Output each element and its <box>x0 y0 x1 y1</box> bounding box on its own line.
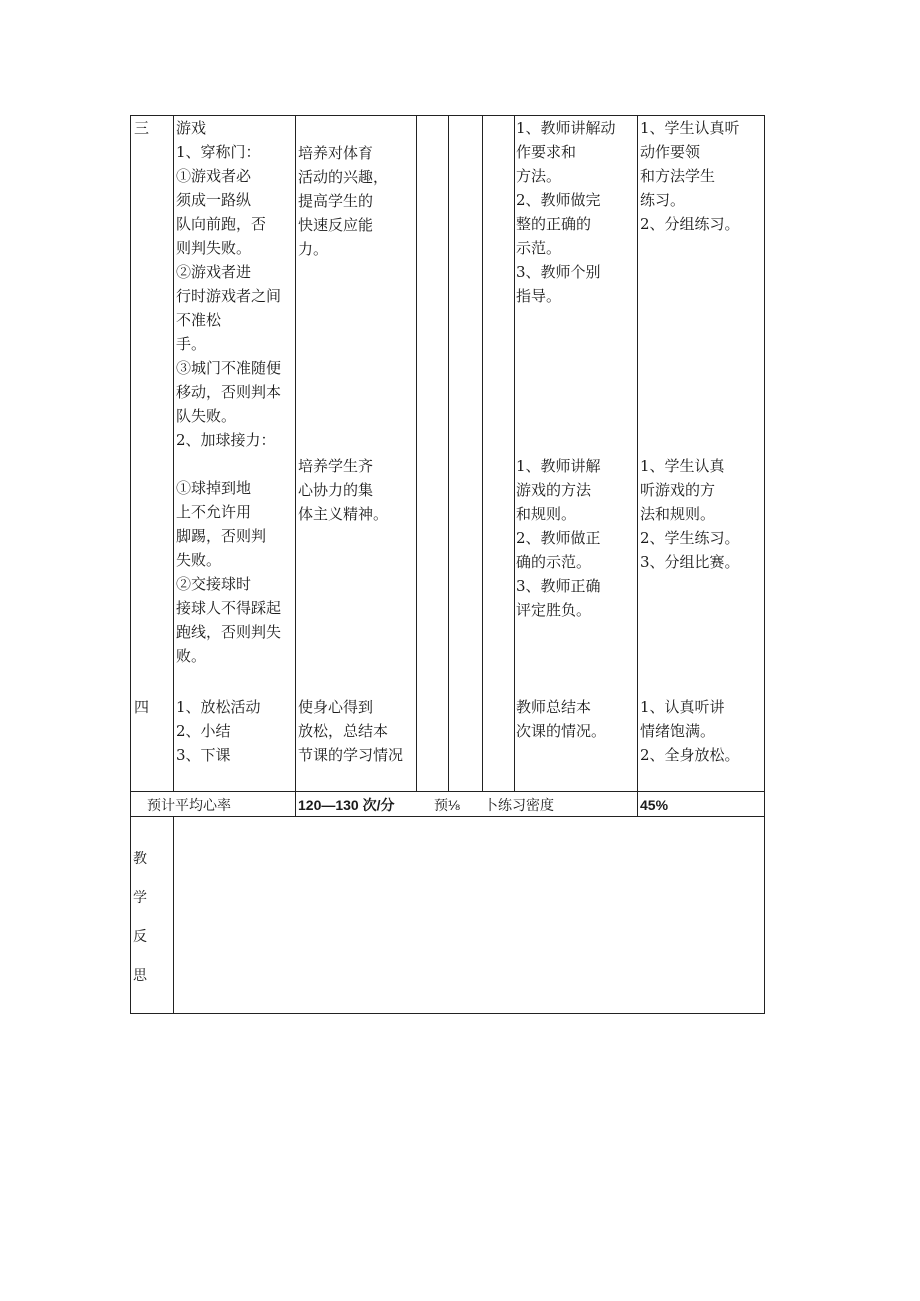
goal-line: 体主义精神。 <box>298 505 389 523</box>
goal-line: 提高学生的 <box>298 192 374 210</box>
col-divider-time <box>448 115 449 791</box>
table-border-right <box>764 115 765 1014</box>
student-line: 1、认真听讲 <box>640 698 725 716</box>
content-line: 1、穿称门： <box>176 143 261 161</box>
student-line: 动作要领 <box>640 143 701 161</box>
reflection-char: 反 <box>133 928 147 944</box>
col-divider-count <box>416 115 417 791</box>
student-line: 法和规则。 <box>640 505 716 523</box>
col-divider-reflection <box>173 816 174 1013</box>
reflection-char: 学 <box>133 889 147 905</box>
content-line: 2、小结 <box>176 722 231 740</box>
teacher-line: 作要求和 <box>516 143 577 161</box>
content-line: 不准松 <box>176 311 222 329</box>
content-line: 移动，否则判本 <box>176 383 282 401</box>
teacher-line: 整的正确的 <box>516 215 592 233</box>
teacher-line: 确的示范。 <box>516 553 592 571</box>
content-line: 队失败。 <box>176 407 237 425</box>
col-divider-content <box>173 115 174 791</box>
section-4-number: 四 <box>134 698 150 716</box>
content-line: 上不允许用 <box>176 503 252 521</box>
content-line: ③城门不准随便 <box>176 359 282 377</box>
section-4-student <box>640 695 740 767</box>
section-3-student-2 <box>640 454 740 574</box>
section-3-content-relay <box>176 476 281 668</box>
content-line: ②交接球时 <box>176 575 252 593</box>
teacher-line: 指导。 <box>516 287 562 305</box>
content-line: 1、放松活动 <box>176 698 261 716</box>
content-line: 败。 <box>176 647 207 665</box>
teacher-line: 和规则。 <box>516 505 577 523</box>
goal-line: 培养学生齐 <box>298 457 374 475</box>
goal-line: 使身心得到 <box>298 698 374 716</box>
content-line: 游戏 <box>176 119 207 137</box>
content-line: 脚踢，否则判 <box>176 527 267 545</box>
student-line: 1、学生认真 <box>640 457 725 475</box>
content-line: ①球掉到地 <box>176 479 252 497</box>
content-line: 须成一路纵 <box>176 191 252 209</box>
content-line: 跑线，否则判失 <box>176 623 282 641</box>
section-3-teacher-1 <box>516 116 616 308</box>
summary-row-top <box>130 791 765 792</box>
teacher-line: 示范。 <box>516 239 562 257</box>
table-border-left <box>130 115 131 1014</box>
student-line: 1、学生认真听 <box>640 119 740 137</box>
teacher-line: 3、教师个别 <box>516 263 601 281</box>
content-line: 则判失败。 <box>176 239 252 257</box>
col-divider-goal <box>295 115 296 816</box>
content-line: 失败。 <box>176 551 222 569</box>
section-3-goal-2 <box>298 454 388 526</box>
teacher-line: 1、教师讲解 <box>516 457 601 475</box>
content-line: 队向前跑，否 <box>176 215 267 233</box>
content-line: 接球人不得踩起 <box>176 599 282 617</box>
content-line: 2、加球接力： <box>176 431 276 449</box>
teacher-line: 2、教师做正 <box>516 529 601 547</box>
section-4-content <box>176 695 261 767</box>
goal-line: 心协力的集 <box>298 481 374 499</box>
goal-line: 快速反应能 <box>298 216 374 234</box>
student-line: 2、分组练习。 <box>640 215 740 233</box>
teacher-line: 次课的情况。 <box>516 722 607 740</box>
goal-line: 活动的兴趣， <box>298 168 389 186</box>
content-line: ①游戏者必 <box>176 167 252 185</box>
col-divider-teacher <box>514 115 515 791</box>
goal-line: 节课的学习情况 <box>298 746 404 764</box>
section-3-teacher-2 <box>516 454 601 622</box>
col-divider-intensity <box>482 115 483 791</box>
student-line: 2、全身放松。 <box>640 746 740 764</box>
teacher-line: 2、教师做完 <box>516 191 601 209</box>
teacher-line: 方法。 <box>516 167 562 185</box>
section-4-goal <box>298 695 403 767</box>
table-border-bottom <box>130 1013 765 1014</box>
student-line: 听游戏的方 <box>640 481 716 499</box>
reflection-char: 思 <box>133 967 147 983</box>
student-line: 练习。 <box>640 191 686 209</box>
teacher-line: 1、教师讲解动 <box>516 119 616 137</box>
section-4-teacher <box>516 695 606 743</box>
section-3-number: 三 <box>134 119 150 137</box>
content-line: 手。 <box>176 335 207 353</box>
section-3-student-1 <box>640 116 740 236</box>
content-line: 行时游戏者之间 <box>176 287 282 305</box>
teacher-line: 游戏的方法 <box>516 481 592 499</box>
teacher-line: 教师总结本 <box>516 698 592 716</box>
density-label: 卜练习密度 <box>484 797 554 813</box>
col-divider-student <box>637 115 638 816</box>
goal-line: 放松，总结本 <box>298 722 389 740</box>
reflection-char: 教 <box>133 850 147 866</box>
teacher-line: 3、教师正确 <box>516 577 601 595</box>
section-3-content <box>176 116 281 452</box>
section-3-goal-1 <box>298 141 388 261</box>
student-line: 情绪饱满。 <box>640 722 716 740</box>
heart-rate-value: 120—130 次/分 <box>298 797 395 813</box>
teacher-line: 评定胜负。 <box>516 601 592 619</box>
goal-line: 培养对体育 <box>298 144 374 162</box>
student-line: 3、分组比赛。 <box>640 553 740 571</box>
goal-line: 力。 <box>298 240 329 258</box>
student-line: 和方法学生 <box>640 167 716 185</box>
density-value: 45% <box>640 797 669 813</box>
heart-rate-label: 预计平均心率 <box>147 797 231 813</box>
reflection-label <box>133 839 147 995</box>
student-line: 2、学生练习。 <box>640 529 740 547</box>
density-label-prefix: 预⅛ <box>434 797 460 813</box>
content-line: 3、下课 <box>176 746 231 764</box>
content-line: ②游戏者进 <box>176 263 252 281</box>
summary-row-bottom <box>130 816 765 817</box>
